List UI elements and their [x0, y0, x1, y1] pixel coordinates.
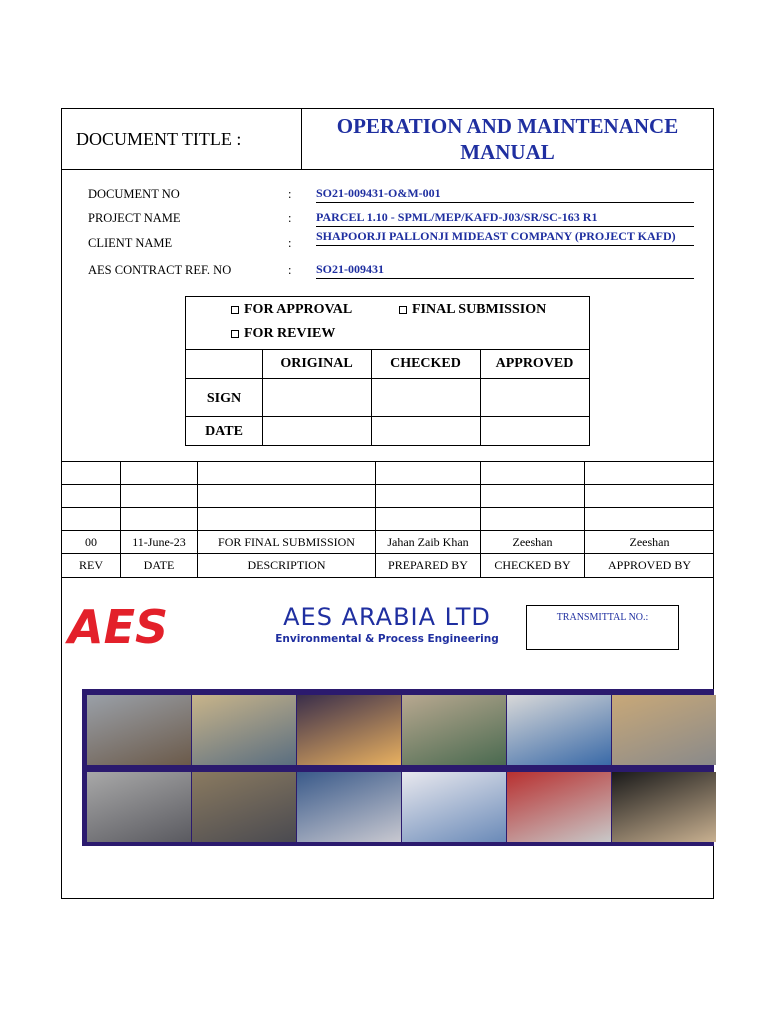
table-header-row: [62, 553, 713, 578]
header-approved-by: APPROVED BY: [584, 554, 714, 577]
info-colon: :: [288, 211, 292, 225]
table-row: [62, 484, 713, 508]
col-approved: APPROVED: [495, 356, 574, 371]
header-description: DESCRIPTION: [197, 554, 375, 577]
date-cell: [120, 508, 197, 531]
transmittal-box: [526, 605, 679, 650]
header-prepared-by: PREPARED BY: [375, 554, 480, 577]
info-label: AES CONTRACT REF. NO: [88, 263, 232, 277]
final-submission-option[interactable]: [399, 302, 546, 318]
document-title: [302, 109, 713, 169]
rev-cell: [62, 508, 120, 531]
checked-cell: Zeeshan: [480, 531, 584, 554]
for-review-option[interactable]: [231, 326, 335, 342]
control-panel-photo: [507, 695, 611, 765]
header-date: DATE: [120, 554, 197, 577]
document-title-line1: OPERATION AND MAINTENANCE: [336, 114, 679, 138]
approved-cell: [584, 485, 714, 508]
approval-box: [185, 296, 590, 446]
checked-cell: [480, 462, 584, 485]
info-label: CLIENT NAME: [88, 236, 173, 250]
info-colon: :: [288, 236, 292, 250]
row-sign: SIGN: [206, 391, 242, 406]
aes-tank-photo: [612, 772, 716, 842]
clarifier-tank-photo: [192, 695, 296, 765]
header-checked-by: CHECKED BY: [480, 554, 584, 577]
option-label: FOR REVIEW: [244, 326, 336, 341]
checked-cell: [480, 485, 584, 508]
photo-collage: [82, 689, 714, 846]
option-label: FOR APPROVAL: [244, 302, 353, 317]
checked-cell: [480, 508, 584, 531]
approved-cell: [584, 508, 714, 531]
info-value: PARCEL 1.10 - SPML/MEP/KAFD-J03/SR/SC-163 R1: [316, 211, 694, 227]
rev-cell: [62, 485, 120, 508]
info-label: PROJECT NAME: [88, 211, 181, 225]
date-cell: 11-June-23: [120, 531, 197, 554]
table-row: [62, 507, 713, 531]
company-tagline: Environmental & Process Engineering: [275, 633, 499, 645]
night-plant-photo: [297, 695, 401, 765]
description-cell: [197, 485, 375, 508]
row-date: DATE: [205, 424, 243, 439]
for-approval-option[interactable]: [231, 302, 352, 318]
aes-logo-text: AES: [68, 603, 169, 651]
transmittal-label: TRANSMITTAL NO.:: [556, 612, 649, 623]
description-cell: FOR FINAL SUBMISSION: [197, 531, 375, 554]
prepared-cell: [375, 508, 480, 531]
aes-logo: [64, 603, 194, 651]
rev-cell: [62, 462, 120, 485]
document-title-label: DOCUMENT TITLE :: [62, 109, 302, 169]
info-colon: :: [288, 263, 292, 277]
company-name: AES ARABIA LTD: [283, 603, 491, 631]
date-cell: [120, 485, 197, 508]
rev-cell: 00: [85, 535, 97, 549]
document-title-line2: MANUAL: [460, 140, 555, 164]
table-row: [62, 461, 713, 485]
pipework-plant-photo: [87, 695, 191, 765]
info-label: DOCUMENT NO: [88, 187, 180, 201]
description-cell: [197, 508, 375, 531]
table-row: [62, 530, 713, 554]
approved-cell: Zeeshan: [584, 531, 714, 554]
company-block: [272, 603, 502, 645]
steel-tanks-photo: [87, 772, 191, 842]
prepared-cell: [375, 462, 480, 485]
pipe-rack-photo: [192, 772, 296, 842]
info-colon: :: [288, 187, 292, 201]
info-value: SHAPOORJI PALLONJI MIDEAST COMPANY (PROJECT KAFD): [316, 230, 694, 246]
prepared-cell: Jahan Zaib Khan: [375, 531, 480, 554]
prepared-cell: [375, 485, 480, 508]
filter-skid-photo: [402, 695, 506, 765]
checkbox-icon[interactable]: [399, 306, 407, 314]
date-cell: [120, 462, 197, 485]
col-original: ORIGINAL: [280, 356, 353, 371]
col-checked: CHECKED: [390, 356, 461, 371]
header-divider: [62, 169, 713, 170]
red-skid-photo: [507, 772, 611, 842]
header-rev: REV: [79, 558, 103, 572]
sign-date-grid: [186, 349, 589, 445]
option-label: FINAL SUBMISSION: [412, 302, 547, 317]
document-frame: [61, 108, 714, 899]
info-value: SO21-009431: [316, 263, 694, 279]
checkbox-icon[interactable]: [231, 330, 239, 338]
refinery-photo: [297, 772, 401, 842]
description-cell: [197, 462, 375, 485]
approved-cell: [584, 462, 714, 485]
skid-yard-photo: [612, 695, 716, 765]
white-vessels-photo: [402, 772, 506, 842]
checkbox-icon[interactable]: [231, 306, 239, 314]
info-value: SO21-009431-O&M-001: [316, 187, 694, 203]
